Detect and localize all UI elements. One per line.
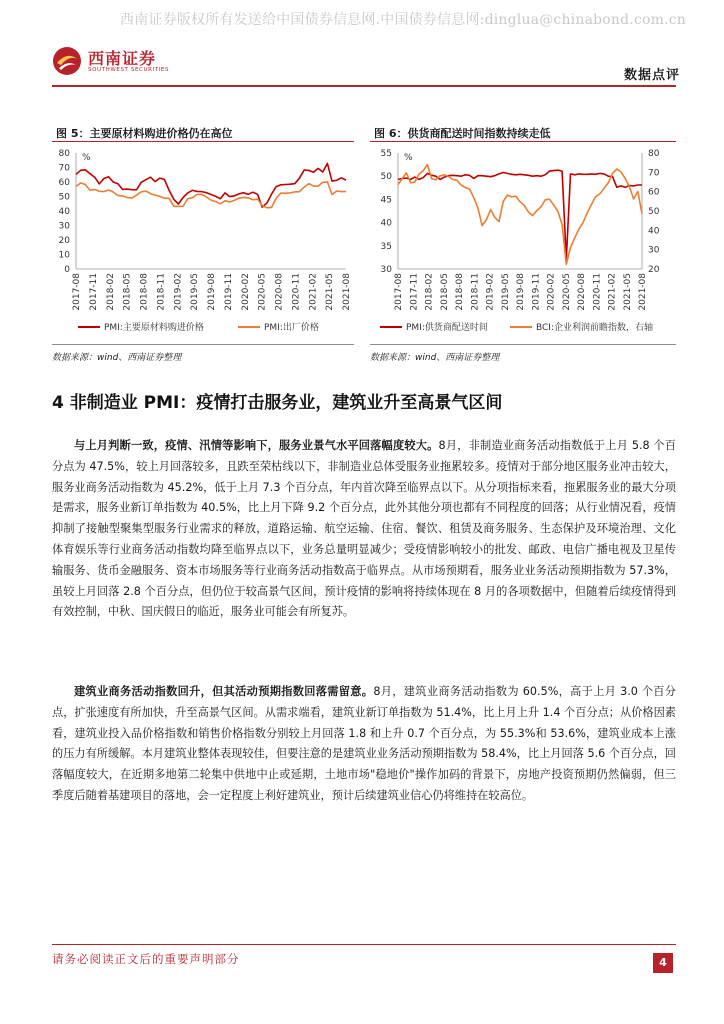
- page-number: 4: [653, 953, 673, 973]
- y-tick-label: 40: [380, 218, 392, 229]
- y-tick-label: 30: [58, 221, 70, 232]
- x-tick-label: 2020-11: [291, 273, 302, 311]
- x-tick-label: 2020-02: [546, 273, 557, 311]
- y-tick-label: 40: [58, 207, 70, 217]
- x-tick-label: 2021-02: [308, 273, 319, 311]
- x-tick-label: 2017-08: [394, 273, 404, 311]
- figure-5-chart: [52, 143, 354, 343]
- x-tick-label: 2020-05: [257, 273, 268, 311]
- paragraph-services-body: 8月，非制造业商务活动指数低于上月 5.8 个百分点为 47.5%，较上月回落较多，且跌至荣枯线以下，非制造业总体受服务业拖累较多。疫情对于部分地区服务业冲击较大，服务业商务活动指数为 45.2%，低于上月 7.3 个百分点，年内首次降至临界点以下。从分项指标来看，拖累服务业的最大分项是需求，服务业新订单指数为 40.5%，比上月下降 9.2 个百分点，此外其他分项也都有不同程度的回落；从行业情况看，疫情抑制了接触型聚集型服务行业需求的释放，道路运输、航空运输、住宿、餐饮、租赁及商务服务、生态保护及环境治理、文化体育娱乐等行业商务活动指数均降至临界点以下，业务总量明显减少；受疫情影响较小的批发、邮政、电信广播电视及卫星传输服务、货币金融服务、资本市场服务等行业商务活动指数高于临界点。从市场预期看，服务业业务活动预期指数为 57.3%，虽较上月回落 2.8 个百分点，但仍位于较高景气区间，预计疫情的影响将持续体现在 8 月的各项数据中，但随着后续疫情得到有效控制，中秋、国庆假日的临近，服务业可能会有所复苏。: [52, 439, 676, 619]
- x-tick-label: 2017-11: [409, 273, 420, 311]
- header-divider: [52, 85, 676, 87]
- x-tick-label: 2018-02: [105, 273, 116, 311]
- x-tick-label: 2018-05: [439, 273, 450, 311]
- paragraph-construction-body: 8月，建筑业商务活动指数为 60.5%，高于上月 3.0 个百分点，扩张速度有所加快，升至高景气区间。从需求端看，建筑业新订单指数为 51.4%，比上月上升 1.4 个百分点；从价格因素看，建筑业投入品价格指数和销售价格指数分别较上月回落 1.8 和上升 0.7 个百分点，为 55.3%和 53.6%，建筑业成本上涨的压力有所缓解。本月建筑业整体表现较佳，但要注意的是建筑业业务活动预期指数为 58.4%，比上月回落 5.6 个百分点，回落幅度较大，在近期多地第二轮集中供地中止或延期，土地市场"稳地价"操作加码的背景下，房地产投资预期仍然偏弱，但三季度后随着基建项目的落地，会一定程度上利好建筑业，预计后续建筑业信心仍将维持在较高位。: [52, 685, 676, 802]
- y-unit-label: %: [404, 153, 413, 163]
- figure-5-bottom-rule: [52, 344, 354, 345]
- disclaimer-note: 请务必阅读正文后的重要声明部分: [52, 952, 240, 966]
- x-tick-label: 2018-08: [455, 273, 465, 311]
- paragraph-services: [52, 436, 676, 623]
- x-tick-label: 2020-02: [240, 273, 251, 311]
- y-tick-label: 70: [58, 163, 70, 174]
- figure-5-title: 图 5：主要原材料购进价格仍在高位: [56, 127, 233, 140]
- y-right-tick-label: 50: [648, 207, 660, 217]
- y-right-tick-label: 30: [648, 245, 660, 256]
- x-tick-label: 2020-08: [577, 273, 587, 311]
- series-line-1: [398, 170, 642, 259]
- y-unit-label: %: [82, 153, 91, 163]
- y-tick-label: 0: [64, 265, 70, 275]
- figure-6-title: 图 6：供货商配送时间指数持续走低: [374, 127, 551, 140]
- y-tick-label: 50: [380, 172, 392, 183]
- x-tick-label: 2021-05: [325, 273, 336, 311]
- x-tick-label: 2018-02: [424, 273, 435, 311]
- x-tick-label: 2018-08: [139, 273, 150, 311]
- x-tick-label: 2020-08: [274, 273, 285, 311]
- y-tick-label: 30: [380, 265, 392, 275]
- y-tick-label: 35: [380, 241, 392, 252]
- legend-label-1: PMI:主要原材料购进价格: [104, 323, 204, 333]
- paragraph-construction-lead: 建筑业商务活动指数回升，但其活动预期指数回落需留意。: [74, 685, 374, 698]
- figure-5-source: 数据来源：wind、西南证券整理: [52, 353, 182, 363]
- section-heading: 4 非制造业 PMI：疫情打击服务业，建筑业升至高景气区间: [52, 393, 503, 413]
- x-tick-label: 2019-02: [173, 273, 184, 311]
- figure-6-bottom-rule: [370, 344, 676, 345]
- x-tick-label: 2019-11: [531, 273, 542, 311]
- y-right-tick-label: 40: [648, 226, 660, 237]
- y-tick-label: 20: [58, 236, 70, 246]
- y-tick-label: 50: [58, 192, 70, 203]
- x-tick-label: 2019-08: [207, 273, 217, 311]
- x-tick-label: 2019-08: [516, 273, 526, 311]
- y-tick-label: 55: [380, 149, 392, 159]
- x-tick-label: 2019-02: [485, 273, 496, 311]
- y-tick-label: 80: [58, 149, 70, 159]
- x-tick-label: 2019-11: [223, 273, 234, 311]
- x-tick-label: 2021-02: [607, 273, 618, 311]
- report-section-label: 数据点评: [623, 68, 680, 83]
- y-right-tick-label: 60: [648, 187, 660, 198]
- x-tick-label: 2019-05: [500, 273, 511, 311]
- y-tick-label: 45: [380, 195, 392, 206]
- logo-emblem-icon: [52, 46, 82, 76]
- logo-english-name: SOUTHWEST SECURITIES: [88, 67, 170, 73]
- logo-chinese-name: 西南证券: [88, 49, 157, 68]
- legend-label-1: PMI:供货商配送时间: [406, 323, 488, 333]
- x-tick-label: 2021-05: [622, 273, 633, 311]
- legend-label-2: BCI:企业利润前瞻指数，右轴: [536, 323, 653, 333]
- x-tick-label: 2020-11: [592, 273, 603, 311]
- footer-divider: [52, 944, 676, 945]
- y-tick-label: 60: [58, 178, 70, 188]
- y-right-tick-label: 80: [648, 149, 660, 159]
- x-tick-label: 2021-08: [638, 273, 648, 311]
- y-tick-label: 10: [58, 250, 70, 261]
- figure-6-source: 数据来源：wind、西南证券整理: [370, 353, 500, 363]
- x-tick-label: 2021-08: [342, 273, 352, 311]
- legend-label-2: PMI:出厂价格: [264, 323, 319, 333]
- y-right-tick-label: 20: [648, 265, 660, 275]
- x-tick-label: 2019-05: [190, 273, 201, 311]
- figure-5-top-rule: [52, 141, 354, 142]
- company-logo: [52, 44, 172, 80]
- x-tick-label: 2018-11: [156, 273, 167, 311]
- x-tick-label: 2020-05: [561, 273, 572, 311]
- x-tick-label: 2018-11: [470, 273, 481, 311]
- x-tick-label: 2018-05: [122, 273, 133, 311]
- watermark-text: 西南证券版权所有发送给中国债券信息网.中国债券信息网:dinglua@chinabond.com.cn: [120, 12, 686, 28]
- figure-6-top-rule: [370, 141, 676, 142]
- paragraph-services-lead: 与上月判断一致，疫情、汛情等影响下，服务业景气水平回落幅度较大。: [74, 439, 439, 452]
- x-tick-label: 2017-08: [72, 273, 82, 311]
- x-tick-label: 2017-11: [88, 273, 99, 311]
- y-right-tick-label: 70: [648, 168, 660, 179]
- series-line-2: [398, 165, 642, 265]
- paragraph-construction: [52, 682, 676, 807]
- figure-6-chart: [370, 143, 676, 343]
